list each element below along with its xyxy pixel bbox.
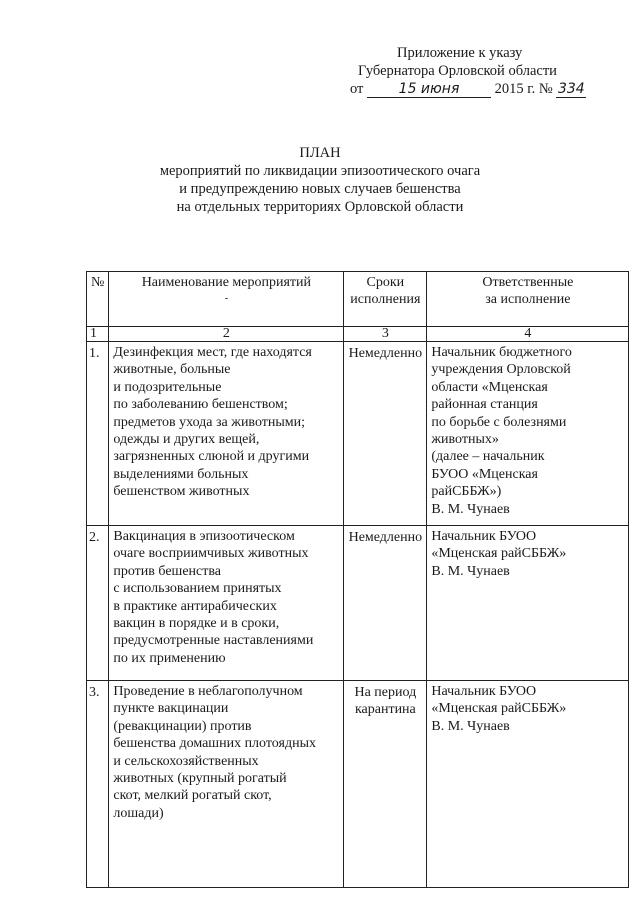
cell-line: Проведение в неблагополучном [113,684,303,699]
cell-line: Начальник БУОО [431,529,537,544]
cell-line: Немедленно [348,346,423,361]
title-line-3: и предупреждению новых случаев бешенства [179,181,461,197]
row-number: 3. [87,681,109,888]
date-prefix: от [350,81,364,97]
column-number: 4 [427,327,629,342]
appendix-header [300,44,600,98]
row-number: 2. [87,526,109,681]
cell-line: и подозрительные [113,379,222,395]
header-name-label: Наименование мероприятий [141,275,312,290]
column-number: 3 [344,327,427,342]
measure-name [109,526,344,681]
cell-line: Немедленно [348,530,423,545]
cell-line: в практике антирабических [113,598,277,614]
table-row [87,526,629,681]
responsible [427,526,629,681]
cell-line: БУОО «Мценская [431,466,538,482]
measures-table [86,271,629,888]
title-line-4: на отдельных территориях Орловской области [176,199,464,215]
header-resp-line-1: Ответственные [482,275,574,290]
header-terms-line-1: Сроки [366,275,405,290]
appendix-line-1: Приложение к указу [397,45,523,61]
cell-line: пункте вакцинации [113,701,229,717]
cell-line: одежды и других вещей, [113,432,260,448]
cell-line: животных (крупный рогатый [113,771,287,787]
cell-line: предусмотренные наставлениями [113,633,314,649]
header-num: № [87,272,109,327]
cell-line: выделениями больных [113,466,249,482]
handwritten-date: 15 июня [367,81,491,98]
appendix-date-line [300,80,600,98]
handwritten-number: 334 [557,81,585,97]
cell-line: В. М. Чунаев [431,718,510,734]
cell-line: по заболеванию бешенством; [113,397,288,413]
cell-line: и сельскохозяйственных [113,753,259,769]
cell-line: загрязненных слюной и другими [113,449,310,465]
cell-line: животных» [431,432,499,448]
appendix-line-2: Губернатора Орловской области [358,63,557,79]
title-line-1: ПЛАН [299,145,341,161]
header-responsible [427,272,629,327]
cell-line: с использованием принятых [113,581,282,597]
cell-line: по их применению [113,650,226,666]
execution-period [344,342,427,526]
responsible [427,342,629,526]
cell-line: по борьбе с болезнями [431,414,567,430]
cell-line: лошади) [113,805,164,821]
cell-line: (далее – начальник [431,449,545,465]
table-header-row [87,272,629,327]
cell-line: В. М. Чунаев [431,563,510,579]
cell-line: бешенства домашних плотоядных [113,736,316,752]
measure-name [109,681,344,888]
document-title [0,144,640,216]
table-row [87,681,629,888]
responsible [427,681,629,888]
cell-line: предметов ухода за животными; [113,414,306,430]
measure-name [109,342,344,526]
header-terms [344,272,427,327]
execution-period [344,681,427,888]
title-line-2: мероприятий по ликвидации эпизоотического очага [159,163,481,179]
row-number: 1. [87,342,109,526]
cell-line: Вакцинация в эпизоотическом [113,529,295,544]
cell-line: «Мценская райСББЖ» [431,546,567,562]
cell-line: против бешенства [113,563,221,579]
cell-line: очаге восприимчивых животных [113,546,309,562]
execution-period [344,526,427,681]
column-numbers-row [87,327,629,342]
cell-line: В. М. Чунаев [431,501,510,517]
cell-line: Начальник БУОО [431,684,537,699]
cell-line: На период [354,685,417,700]
table-row [87,342,629,526]
year-number-label: 2015 г. № [494,81,553,97]
cell-line: бешенством животных [113,484,250,500]
cell-line: скот, мелкий рогатый скот, [113,788,272,804]
cell-line: карантина [354,702,416,718]
cell-line: районная станция [431,397,538,413]
header-resp-line-2: за исполнение [485,292,571,308]
cell-line: Дезинфекция мест, где находятся [113,345,312,360]
cell-line: учреждения Орловской [431,362,571,378]
cell-line: «Мценская райСББЖ» [431,701,567,717]
header-terms-line-2: исполнения [350,292,421,308]
header-name [109,272,344,327]
cell-line: животные, больные [113,362,231,378]
cell-line: (ревакцинации) против [113,718,252,734]
column-number: 2 [109,327,344,342]
cell-line: райСББЖ») [431,484,502,500]
column-number: 1 [87,327,109,342]
header-name-mark: - [224,293,229,305]
cell-line: области «Мценская [431,379,548,395]
cell-line: Начальник бюджетного [431,345,572,360]
cell-line: вакцин в порядке и в сроки, [113,616,280,632]
